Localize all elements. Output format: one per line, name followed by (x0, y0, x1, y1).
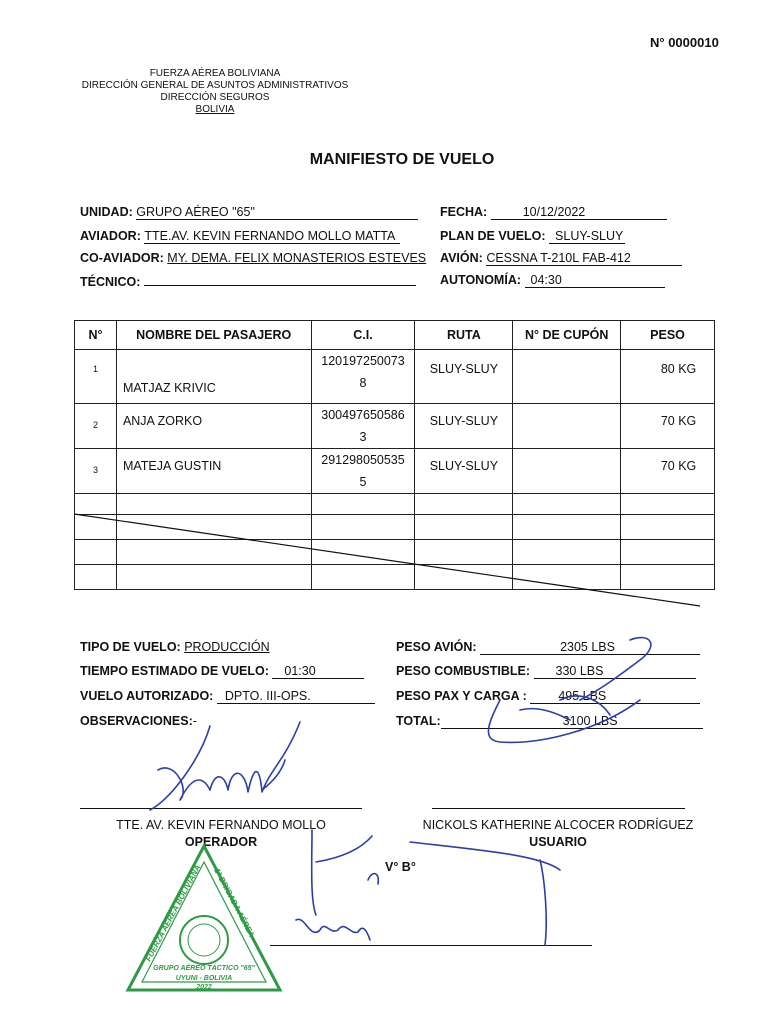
cell-nombre: MATEJA GUSTIN (116, 449, 311, 494)
col-header-nombre: NOMBRE DEL PASAJERO (116, 321, 311, 350)
observaciones-label: OBSERVACIONES: (80, 714, 193, 728)
cell-n: 3 (75, 449, 117, 494)
tipo-label: TIPO DE VUELO: (80, 640, 181, 654)
total-label: TOTAL: (396, 714, 441, 728)
autonomia-label: AUTONOMÍA: (440, 273, 522, 287)
document-number: N° 0000010 (650, 35, 719, 50)
ci-line-2: 3 (359, 430, 367, 444)
tiempo-value: 01:30 (272, 664, 364, 679)
operator-signature-icon (150, 722, 300, 810)
ci-line-2: 5 (359, 475, 367, 489)
stamp-text-outer: FUERZA AÉREA BOLIVIANA (143, 863, 203, 963)
user-name: NICKOLS KATHERINE ALCOCER RODRÍGUEZ (422, 818, 694, 832)
peso-avion-value: 2305 LBS (480, 640, 700, 655)
col-header-peso: PESO (621, 321, 715, 350)
coaviador-value: MY. DEMA. FELIX MONASTERIOS ESTEVES (167, 251, 427, 265)
vobo-signature-icon (296, 830, 560, 945)
autorizado-label: VUELO AUTORIZADO: (80, 689, 214, 703)
ci-line-1: 300497650586 (321, 408, 405, 422)
total-value: 3100 LBS (441, 714, 703, 729)
operator-role: OPERADOR (184, 835, 258, 849)
tiempo-label: TIEMPO ESTIMADO DE VUELO: (80, 664, 269, 678)
plan-value: SLUY-SLUY (549, 229, 625, 244)
cell-ruta: SLUY-SLUY (415, 350, 513, 404)
cell-n: 1 (75, 350, 117, 404)
cell-peso: 80 KG (621, 350, 715, 404)
page-title: MANIFIESTO DE VUELO (309, 151, 495, 168)
col-header-ruta: RUTA (415, 321, 513, 350)
avion-value: CESSNA T-210L FAB-412 (486, 251, 682, 266)
stamp-text-city: UYUNI - BOLIVIA (175, 975, 233, 982)
col-header-ci: C.I. (311, 321, 415, 350)
ci-line-1: 120197250073 (321, 354, 405, 368)
plan-label: PLAN DE VUELO: (440, 229, 546, 243)
autorizado-value: DPTO. III-OPS. (217, 689, 375, 704)
cell-ruta: SLUY-SLUY (415, 449, 513, 494)
operator-name: TTE. AV. KEVIN FERNANDO MOLLO (116, 818, 326, 832)
unidad-value: GRUPO AÉREO "65" (136, 205, 418, 220)
cell-nombre: MATJAZ KRIVIC (116, 350, 311, 404)
aviador-label: AVIADOR: (80, 229, 141, 243)
fecha-value: 10/12/2022 (491, 205, 667, 220)
cell-n: 2 (75, 404, 117, 449)
avion-label: AVIÓN: (440, 251, 483, 265)
user-signature-icon (488, 638, 650, 743)
header-line-2: DIRECCIÓN GENERAL DE ASUNTOS ADMINISTRATIVOS (81, 80, 349, 91)
cell-peso: 70 KG (621, 449, 715, 494)
user-role: USUARIO (529, 835, 587, 849)
tecnico-label: TÉCNICO: (80, 275, 141, 289)
cell-ruta: SLUY-SLUY (415, 404, 513, 449)
peso-comb-label: PESO COMBUSTIBLE: (396, 664, 531, 678)
fecha-label: FECHA: (440, 205, 488, 219)
ci-line-1: 291298050535 (321, 453, 405, 467)
ci-line-2: 8 (359, 376, 367, 390)
official-stamp-icon (122, 840, 286, 1000)
header-line-3: DIRECCIÓN SEGUROS (160, 92, 270, 103)
header-line-4: BOLIVIA (195, 104, 235, 115)
col-header-n: N° (75, 321, 117, 350)
peso-pax-label: PESO PAX Y CARGA : (396, 689, 527, 703)
unidad-label: UNIDAD: (80, 205, 133, 219)
aviador-value: TTE.AV. KEVIN FERNANDO MOLLO MATTA (144, 229, 400, 244)
stamp-text-brigade: 1ª BRIGADA AÉREA (212, 866, 257, 939)
observaciones-value: - (192, 714, 197, 728)
peso-avion-label: PESO AVIÓN: (396, 640, 477, 654)
peso-pax-value: 495 LBS (530, 689, 700, 704)
cell-peso: 70 KG (621, 404, 715, 449)
stamp-text-group: GRUPO AÉREO TÁCTICO "65" (153, 965, 255, 972)
tipo-value: PRODUCCIÓN (184, 640, 270, 654)
stamp-text-year: 2022 (196, 984, 212, 991)
autonomia-value: 04:30 (525, 273, 665, 288)
coaviador-label: CO-AVIADOR: (80, 251, 164, 265)
col-header-cupon: N° DE CUPÓN (513, 321, 621, 350)
peso-comb-value: 330 LBS (534, 664, 696, 679)
cell-nombre: ANJA ZORKO (116, 404, 311, 449)
header-line-1: FUERZA AÉREA BOLIVIANA (149, 68, 281, 79)
vobo-label: V° B° (385, 860, 416, 874)
